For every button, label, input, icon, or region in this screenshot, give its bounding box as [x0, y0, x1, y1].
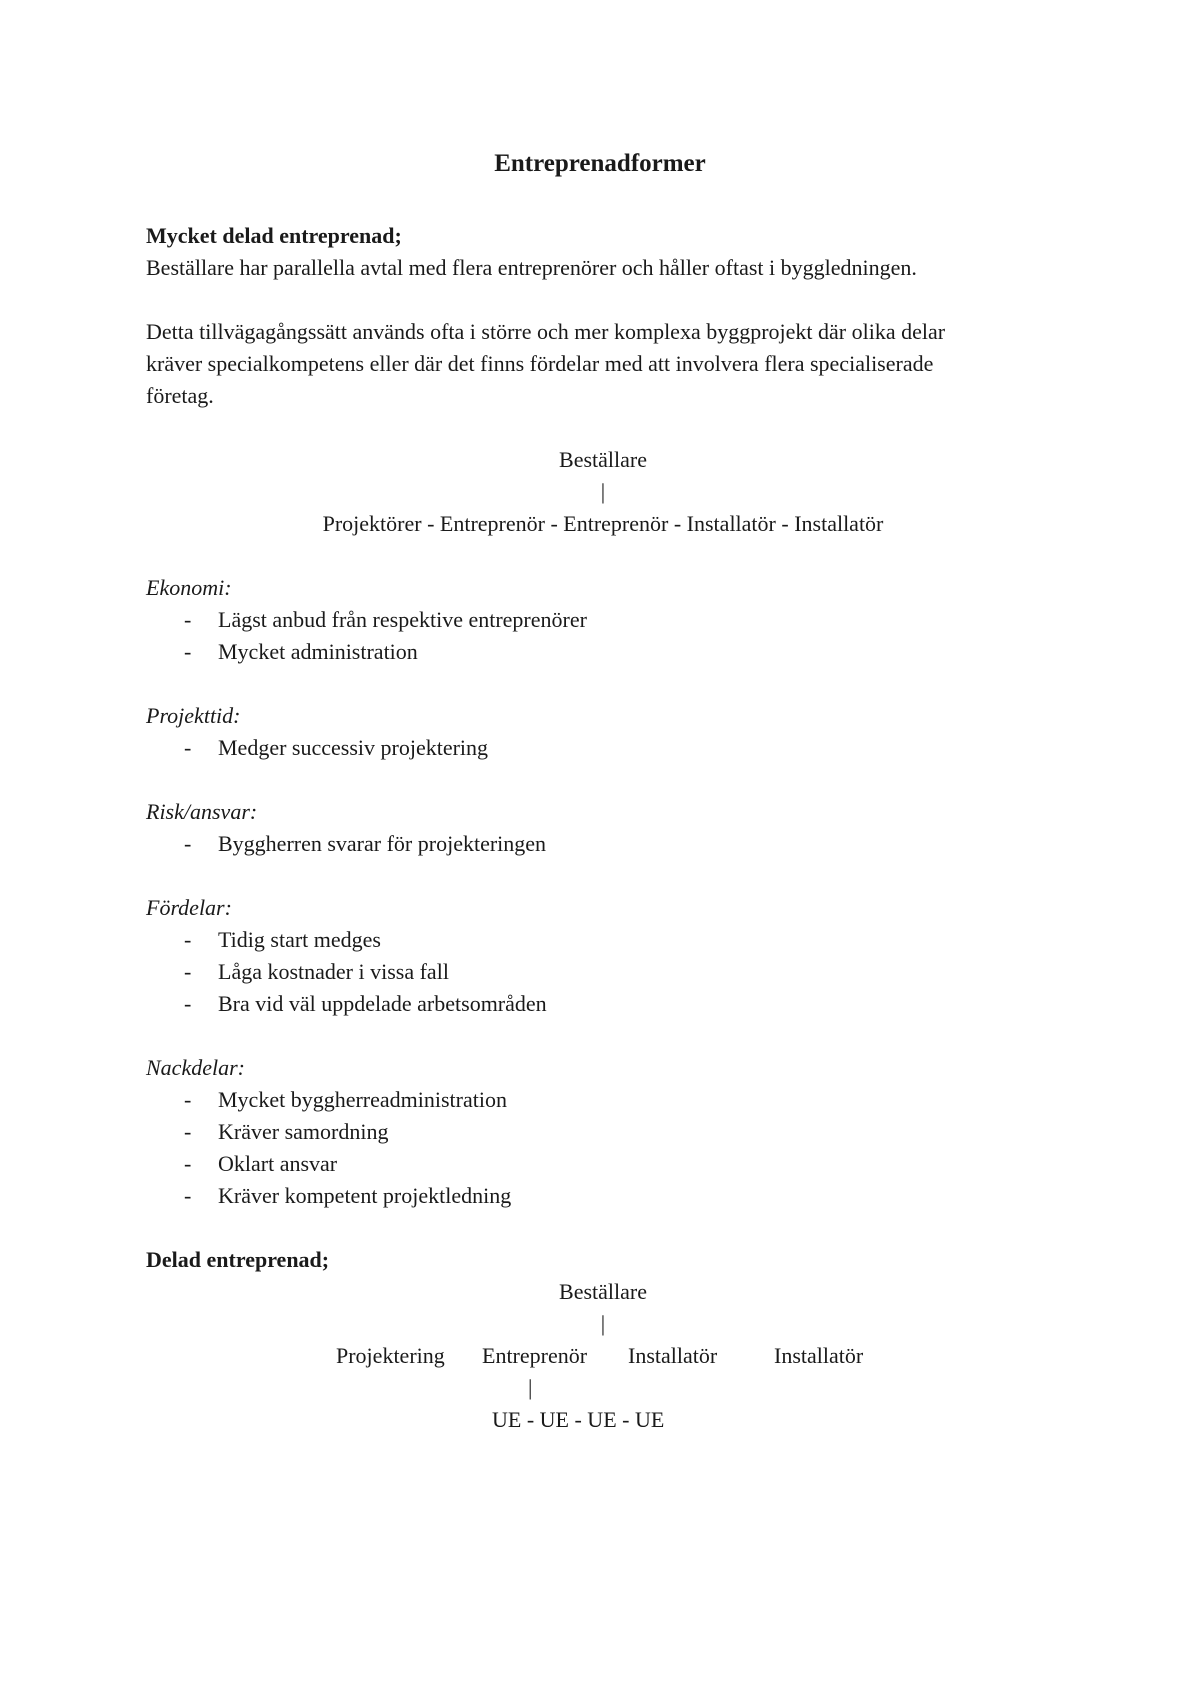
- list-item-text: Mycket byggherreadministration: [218, 1087, 507, 1112]
- list-item-text: Låga kostnader i vissa fall: [218, 959, 449, 984]
- dash-bullet: -: [184, 927, 192, 952]
- dash-bullet: -: [184, 991, 192, 1016]
- diagram-sub-row: [146, 1404, 1046, 1436]
- list-item-text: Byggherren svarar för projekteringen: [218, 831, 547, 856]
- list-item: [146, 604, 1046, 636]
- list-item-text: Lägst anbud från respektive entreprenörer: [218, 607, 587, 632]
- paragraph-line: företag.: [146, 383, 214, 408]
- diagram-node-installator: Installatör: [628, 1343, 718, 1368]
- bullet-list: [146, 1084, 1046, 1212]
- diagram-top-node: Beställare: [559, 447, 647, 472]
- subheading-projekttid: Projekttid:: [146, 703, 241, 728]
- diagram-node-installator: Installatör: [774, 1343, 864, 1368]
- section-heading-delad: Delad entreprenad;: [146, 1247, 330, 1272]
- spacer: [146, 860, 1046, 892]
- diagram-connector: |: [600, 479, 606, 504]
- diagram-node-row: [146, 1340, 1046, 1372]
- list-item-text: Kräver samordning: [218, 1119, 389, 1144]
- list-item: [146, 828, 1046, 860]
- list-item-text: Tidig start medges: [218, 927, 381, 952]
- spacer: [146, 1020, 1046, 1052]
- dash-bullet: -: [184, 1183, 192, 1208]
- section-heading-mycket-delad: Mycket delad entreprenad;: [146, 223, 402, 248]
- diagram-bottom-row: Projektörer - Entreprenör - Entreprenör - Installatör - Installatör: [322, 511, 884, 536]
- list-item: [146, 956, 1046, 988]
- dash-bullet: -: [184, 1151, 192, 1176]
- list-item-text: Medger successiv projektering: [218, 735, 489, 760]
- diagram-connector: |: [600, 1311, 606, 1336]
- diagram-sub-connector-row: [146, 1372, 1046, 1404]
- spacer: [146, 180, 1046, 220]
- list-item: [146, 924, 1046, 956]
- spacer: [146, 284, 1046, 316]
- list-item-text: Oklart ansvar: [218, 1151, 338, 1176]
- dash-bullet: -: [184, 1087, 192, 1112]
- dash-bullet: -: [184, 735, 192, 760]
- dash-bullet: -: [184, 607, 192, 632]
- spacer: [146, 1212, 1046, 1244]
- section-intro-text: Beställare har parallella avtal med flera entreprenörer och håller oftast i byggledningen.: [146, 255, 917, 280]
- diagram-node-entreprenor: Entreprenör: [482, 1343, 588, 1368]
- paragraph-line: kräver specialkompetens eller där det finns fördelar med att involvera flera specialiserade: [146, 351, 934, 376]
- list-item-text: Kräver kompetent projektledning: [218, 1183, 512, 1208]
- document-content: [146, 148, 1046, 1436]
- diagram-sub-connector: |: [528, 1375, 533, 1400]
- bullet-list: [146, 732, 1046, 764]
- dash-bullet: -: [184, 1119, 192, 1144]
- diagram-sub-nodes: UE - UE - UE - UE: [492, 1407, 665, 1432]
- spacer: [146, 668, 1046, 700]
- bullet-list: [146, 924, 1046, 1020]
- list-item: [146, 1180, 1046, 1212]
- subheading-ekonomi: Ekonomi:: [146, 575, 232, 600]
- list-item: [146, 1148, 1046, 1180]
- list-item: [146, 1116, 1046, 1148]
- diagram-top-node: Beställare: [559, 1279, 647, 1304]
- spacer: [146, 412, 1046, 444]
- dash-bullet: -: [184, 959, 192, 984]
- bullet-list: [146, 604, 1046, 668]
- spacer: [146, 764, 1046, 796]
- diagram-node-projektering: Projektering: [336, 1343, 445, 1368]
- subheading-fordelar: Fördelar:: [146, 895, 232, 920]
- subheading-nackdelar: Nackdelar:: [146, 1055, 245, 1080]
- document-title: Entreprenadformer: [494, 150, 706, 177]
- subheading-risk-ansvar: Risk/ansvar:: [146, 799, 258, 824]
- list-item: [146, 636, 1046, 668]
- list-item-text: Bra vid väl uppdelade arbetsområden: [218, 991, 547, 1016]
- paragraph-line: Detta tillvägagångssätt används ofta i större och mer komplexa byggprojekt där olika delar: [146, 319, 946, 344]
- list-item: [146, 988, 1046, 1020]
- list-item: [146, 1084, 1046, 1116]
- dash-bullet: -: [184, 639, 192, 664]
- spacer: [146, 540, 1046, 572]
- list-item: [146, 732, 1046, 764]
- bullet-list: [146, 828, 1046, 860]
- list-item-text: Mycket administration: [218, 639, 418, 664]
- dash-bullet: -: [184, 831, 192, 856]
